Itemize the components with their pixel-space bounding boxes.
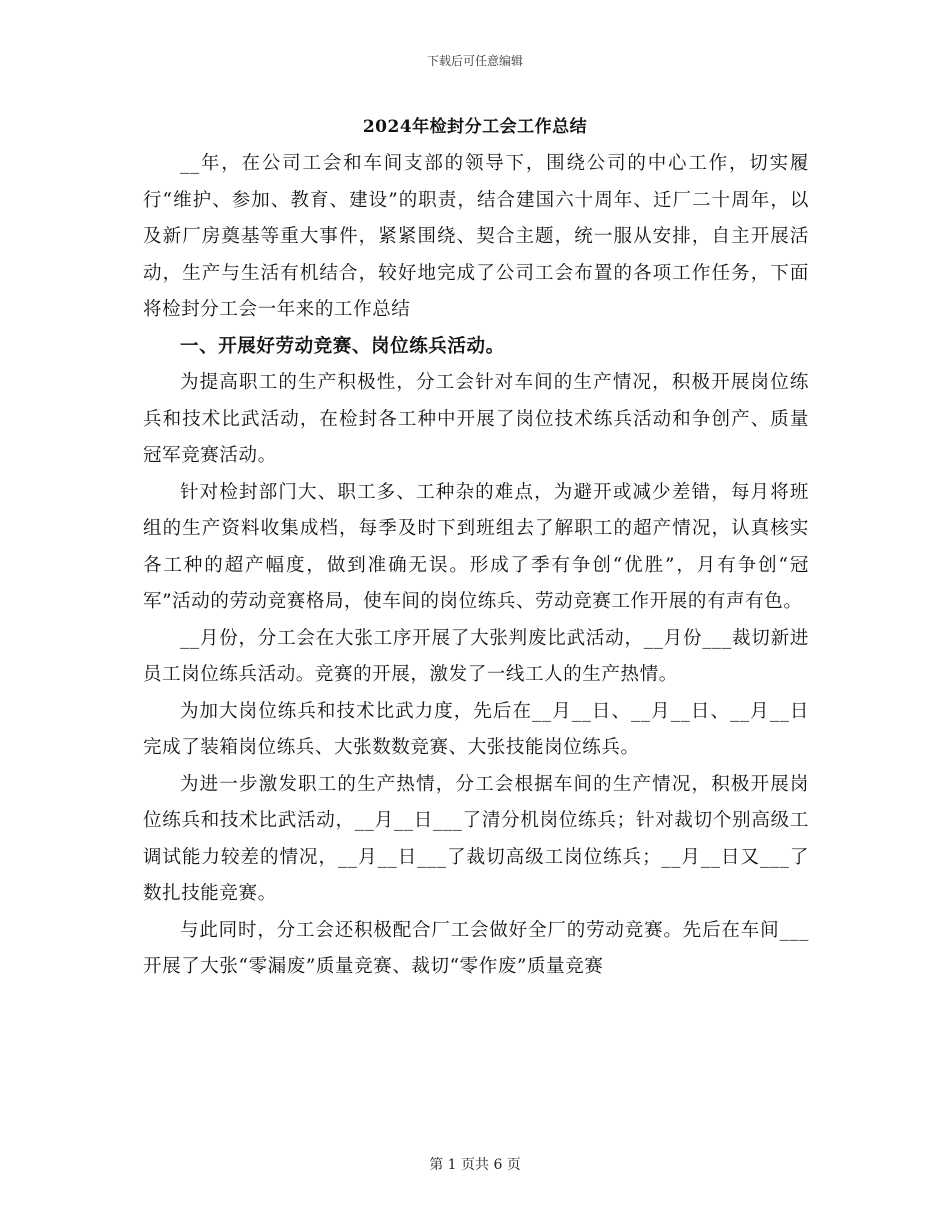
section-heading-1: 一、开展好劳动竞赛、岗位练兵活动。 <box>180 335 505 357</box>
document-title: 2024年检封分工会工作总结 <box>362 117 588 137</box>
page-header: 下载后可任意编辑 <box>426 54 523 68</box>
page-number-footer: 第 1 页共 6 页 <box>429 1157 521 1173</box>
paragraph: 为加大岗位练兵和技术比武力度，先后在__月__日、__月__日、__月__日完成了装箱岗位练兵、大张数数竞赛、大张技能岗位练兵。 <box>143 700 809 758</box>
paragraph: 为提高职工的生产积极性，分工会针对车间的生产情况，积极开展岗位练兵和技术比武活动，在检封各工种中开展了岗位技术练兵活动和争创产、质量冠军竞赛活动。 <box>143 372 809 466</box>
paragraph: __月份，分工会在大张工序开展了大张判废比武活动，__月份___裁切新进员工岗位练兵活动。竞赛的开展，激发了一线工人的生产热情。 <box>143 627 809 685</box>
paragraph: 针对检封部门大、职工多、工种杂的难点，为避开或减少差错，每月将班组的生产资料收集成档，每季及时下到班组去了解职工的超产情况，认真核实各工种的超产幅度，做到准确无误。形成了季有争创“优胜”，月有争创“冠军”活动的劳动竞赛格局，使车间的岗位练兵、劳动竞赛工作开展的有声有色。 <box>143 481 809 612</box>
document-body <box>143 146 809 986</box>
paragraph: 与此同时，分工会还积极配合厂工会做好全厂的劳动竞赛。先后在车间___开展了大张“零漏废”质量竞赛、裁切“零作废”质量竞赛 <box>143 919 809 977</box>
paragraph: 为进一步激发职工的生产热情，分工会根据车间的生产情况，积极开展岗位练兵和技术比武活动，__月__日___了清分机岗位练兵；针对裁切个别高级工调试能力较差的情况，__月__日___了裁切高级工岗位练兵；__月__日又___了数扎技能竞赛。 <box>143 773 809 904</box>
paragraph-intro: __年，在公司工会和车间支部的领导下，围绕公司的中心工作，切实履行“维护、参加、教育、建设”的职责，结合建国六十周年、迁厂二十周年，以及新厂房奠基等重大事件，紧紧围绕、契合主题，统一服从安排，自主开展活动，生产与生活有机结合，较好地完成了公司工会布置的各项工作任务，下面将检封分工会一年来的工作总结 <box>143 153 809 320</box>
